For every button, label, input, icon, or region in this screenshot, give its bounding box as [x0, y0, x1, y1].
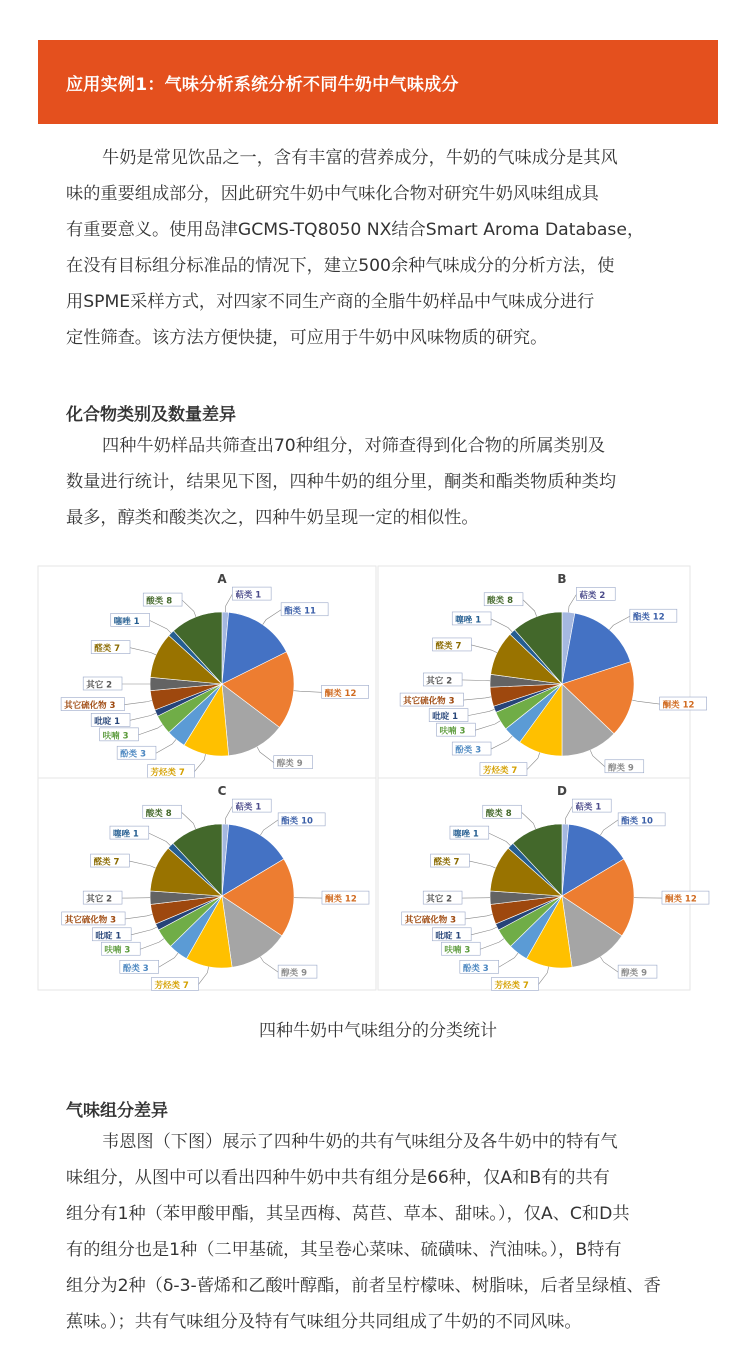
pie-chart-figure	[38, 566, 697, 991]
data-label: 其它硫化物 3	[403, 696, 455, 707]
section2-paragraph	[66, 1124, 696, 1340]
data-label: 萜类 2	[579, 590, 606, 601]
data-label: 噻唑 1	[455, 615, 482, 626]
text-line: 定性筛查。该方法方便快捷，可应用于牛奶中风味物质的研究。	[66, 328, 548, 348]
data-label: 芳烃类 7	[482, 766, 518, 777]
data-label: 醇类 9	[281, 968, 308, 979]
text-line: 有的组分也是1种（二甲基硫，其呈卷心菜味、硫磺味、汽油味。），B特有	[66, 1240, 622, 1260]
data-label: 吡啶 1	[435, 931, 462, 942]
data-label: 其它 2	[426, 676, 453, 687]
intro-paragraph	[66, 140, 696, 356]
data-label: 噻唑 1	[113, 616, 140, 627]
pie-chart-b	[378, 566, 695, 778]
pie-panel-d	[378, 778, 716, 990]
data-label: 芳烃类 7	[154, 980, 189, 991]
text-line: 四种牛奶样品共筛查出70种组分，对筛查得到化合物的所属类别及	[102, 436, 606, 456]
text-line: 有重要意义。使用岛津GCMS-TQ8050 NX结合Smart Aroma Database，	[66, 220, 645, 240]
data-label: 酸类 8	[487, 596, 514, 607]
data-label: 其它硫化物 3	[64, 915, 117, 926]
pie-panel-b	[378, 566, 716, 778]
data-label: 吡啶 1	[432, 712, 459, 723]
data-label: 其它硫化物 3	[404, 915, 457, 926]
data-label: 萜类 1	[235, 802, 262, 813]
data-label: 酯类 10	[281, 816, 313, 827]
text-line: 用SPME采样方式，对四家不同生产商的全脂牛奶样品中气味成分进行	[66, 292, 595, 312]
data-label: 芳烃类 7	[150, 768, 185, 779]
data-label: 吡啶 1	[95, 931, 122, 942]
data-label: 噻唑 1	[112, 829, 139, 840]
data-label: 芳烃类 7	[494, 980, 529, 991]
data-label: 呋喃 3	[444, 945, 471, 956]
data-label: 醛类 7	[94, 644, 121, 655]
data-label: 酸类 8	[146, 596, 173, 607]
banner-title: 应用实例1：气味分析系统分析不同牛奶中气味成分	[66, 75, 459, 95]
data-label: 酚类 3	[120, 749, 147, 760]
chart-title: D	[557, 784, 567, 798]
pie-panel-c	[38, 778, 376, 990]
data-label: 其它 2	[426, 894, 453, 905]
text-line: 数量进行统计，结果见下图，四种牛奶的组分里，酮类和酯类物质种类均	[66, 472, 617, 492]
title-banner	[38, 40, 718, 124]
text-line: 韦恩图（下图）展示了四种牛奶的共有气味组分及各牛奶中的特有气	[102, 1132, 618, 1152]
data-label: 其它硫化物 3	[64, 701, 116, 712]
data-label: 酚类 3	[462, 963, 489, 974]
data-label: 酯类 11	[284, 606, 316, 617]
text-line: 在没有目标组分标准品的情况下，建立500余种气味成分的分析方法，使	[66, 256, 615, 276]
data-label: 呋喃 3	[102, 731, 129, 742]
data-label: 呋喃 3	[439, 726, 466, 737]
data-label: 酮类 12	[662, 700, 695, 711]
data-label: 酮类 12	[324, 894, 357, 905]
chart-title: B	[557, 572, 567, 586]
data-label: 醇类 9	[621, 968, 648, 979]
data-label: 吡啶 1	[94, 716, 121, 727]
pie-panel-a	[38, 566, 376, 778]
data-label: 酯类 10	[621, 816, 653, 827]
text-line: 蕉味。）；共有气味组分及特有气味组分共同组成了牛奶的不同风味。	[66, 1312, 582, 1332]
text-line: 牛奶是常见饮品之一，含有丰富的营养成分，牛奶的气味成分是其风	[102, 148, 618, 168]
data-label: 酮类 12	[324, 688, 357, 699]
data-label: 醛类 7	[433, 857, 460, 868]
section-heading-odor-differences: 气味组分差异	[66, 1101, 168, 1121]
chart-title: C	[217, 784, 227, 798]
data-label: 其它 2	[86, 680, 113, 691]
data-label: 醇类 9	[276, 759, 303, 770]
text-line: 组分为2种（δ-3-蒈烯和乙酸叶醇酯，前者呈柠檬味、树脂味，后者呈绿植、香	[66, 1276, 661, 1296]
chart-title: A	[217, 572, 227, 586]
data-label: 酸类 8	[485, 808, 512, 819]
data-label: 萜类 1	[575, 802, 602, 813]
text-line: 最多，醇类和酸类次之，四种牛奶呈现一定的相似性。	[66, 508, 479, 528]
pie-chart-a	[38, 566, 376, 778]
data-label: 酯类 12	[632, 612, 665, 623]
data-label: 酚类 3	[455, 745, 482, 756]
data-label: 酸类 8	[145, 808, 172, 819]
section1-paragraph	[66, 428, 696, 536]
data-label: 萜类 1	[235, 590, 262, 601]
data-label: 呋喃 3	[104, 945, 131, 956]
data-label: 醛类 7	[93, 857, 120, 868]
text-line: 味组分，从图中可以看出四种牛奶中共有组分是66种，仅A和B有的共有	[66, 1168, 610, 1188]
pie-chart-d	[378, 778, 697, 991]
data-label: 噻唑 1	[452, 829, 479, 840]
data-label: 其它 2	[86, 894, 113, 905]
data-label: 醇类 9	[607, 763, 634, 774]
data-label: 酚类 3	[122, 963, 149, 974]
pie-chart-c	[38, 778, 376, 990]
data-label: 醛类 7	[435, 641, 462, 652]
text-line: 组分有1种（苯甲酸甲酯，其呈西梅、莴苣、草本、甜味。），仅A、C和D共	[66, 1204, 630, 1224]
section-heading-compound-classes: 化合物类别及数量差异	[66, 405, 236, 425]
figure-caption: 四种牛奶中气味组分的分类统计	[259, 1021, 497, 1041]
data-label: 酮类 12	[664, 894, 697, 905]
text-line: 味的重要组成部分，因此研究牛奶中气味化合物对研究牛奶风味组成具	[66, 184, 599, 204]
